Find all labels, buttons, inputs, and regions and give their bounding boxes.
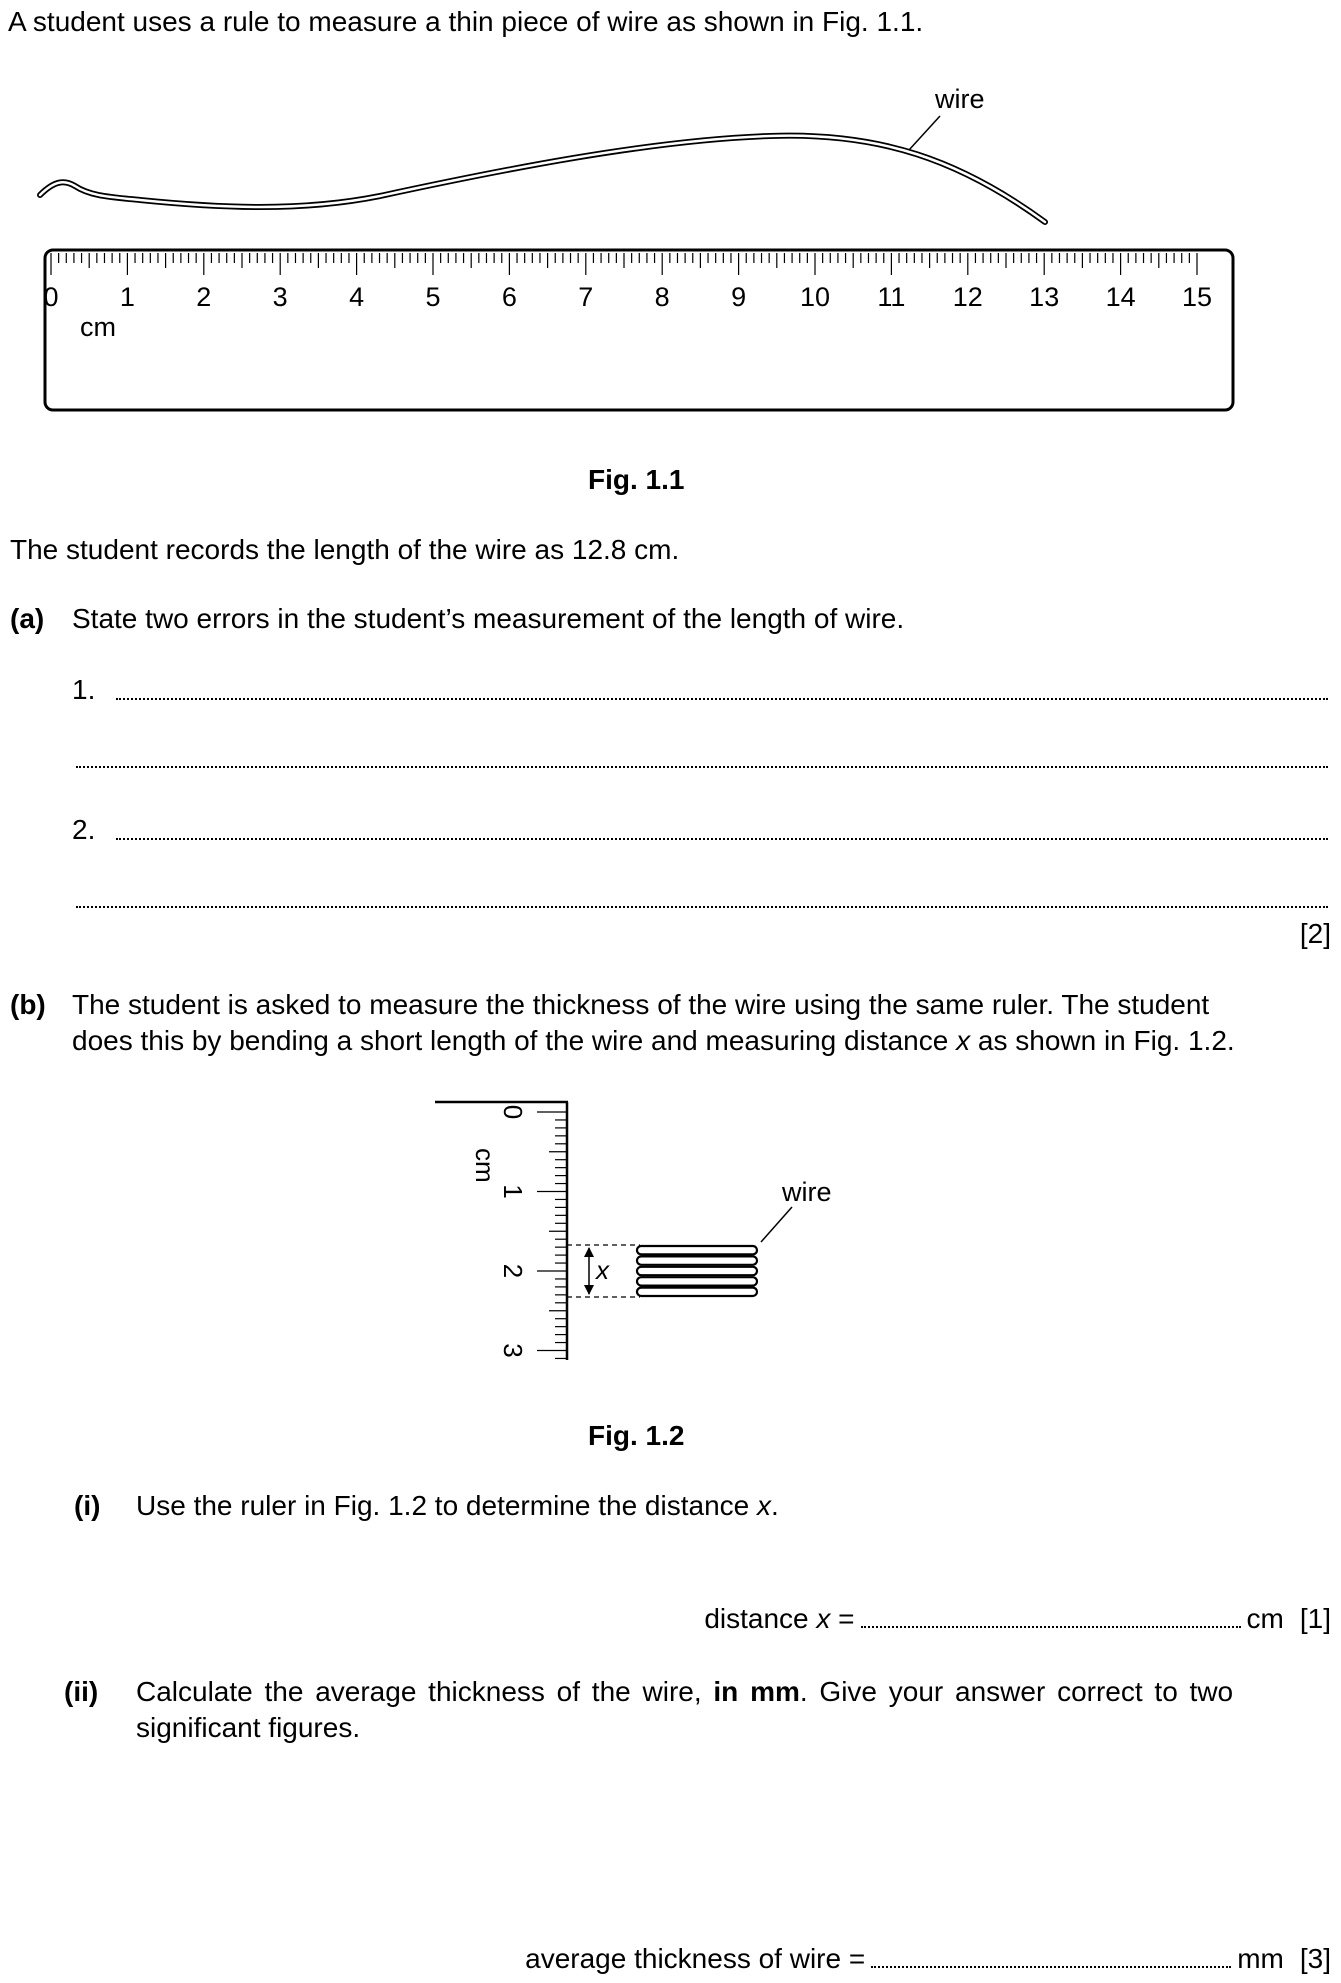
part-i-question	[136, 1488, 779, 1523]
coiled-wire	[637, 1246, 757, 1296]
part-a-label: (a)	[10, 603, 45, 634]
answer-2-number: 2.	[72, 814, 96, 845]
vertical-ruler-numbers	[498, 1105, 528, 1358]
part-b-label: (b)	[10, 989, 46, 1020]
part-b-line-1: The student is asked to measure the thickness of the wire using the same ruler. The student	[72, 989, 1210, 1020]
part-ii-question-line-1	[136, 1674, 1233, 1709]
ruler-number: 13	[1029, 282, 1060, 312]
part-i-label: (i)	[74, 1490, 101, 1521]
part-a-question: State two errors in the student’s measurement of the length of wire.	[72, 603, 905, 634]
wire-turn	[637, 1267, 757, 1275]
wire-turn	[637, 1256, 757, 1264]
ruler-number: 12	[952, 282, 983, 312]
ruler-number: 15	[1181, 282, 1213, 312]
x-label: x	[596, 1255, 609, 1285]
ruler-number: 7	[578, 282, 594, 312]
ruler-number: 11	[877, 282, 906, 312]
fig2-wire-label: wire	[782, 1177, 832, 1207]
vertical-ruler-unit: cm	[470, 1148, 500, 1183]
distance-label: distance x =	[704, 1603, 855, 1634]
ruler-number: 1	[119, 282, 135, 312]
ruler-number: 10	[799, 282, 831, 312]
vertical-ruler-number: 1	[498, 1184, 528, 1199]
ruler-number: 14	[1105, 282, 1136, 312]
part-b-line-2-text: does this by bending a short length of the wire and measuring distance	[72, 1025, 957, 1056]
thickness-answer-field[interactable]	[871, 1966, 1231, 1968]
fig1-wire-label: wire	[935, 84, 985, 114]
vertical-ruler-number: 0	[498, 1104, 528, 1120]
vertical-ruler-number: 3	[498, 1343, 528, 1358]
vertical-ruler-ticks	[537, 1112, 567, 1358]
part-ii-in-mm: in mm	[713, 1676, 800, 1707]
fig2-caption: Fig. 1.2	[588, 1420, 685, 1451]
ruler-number: 4	[349, 282, 365, 312]
answer-1-number: 1.	[72, 674, 96, 705]
wire-turn	[637, 1288, 757, 1296]
record-text: The student records the length of the wire as 12.8 cm.	[10, 534, 680, 565]
wire-turn	[637, 1277, 757, 1285]
part-i-variable-x: x	[757, 1490, 771, 1521]
ruler-number: 6	[501, 282, 517, 312]
wire-turn	[637, 1246, 757, 1254]
part-b-variable-x: x	[956, 1025, 971, 1056]
distance-unit: cm	[1246, 1603, 1284, 1634]
ruler-number: 0	[43, 282, 59, 312]
part-ii-marks: [3]	[1299, 1943, 1331, 1974]
ruler-number: 3	[272, 282, 288, 312]
distance-answer-row	[704, 1603, 1331, 1635]
ruler-number: 8	[654, 282, 670, 312]
intro-text: A student uses a rule to measure a thin piece of wire as shown in Fig. 1.1.	[8, 6, 924, 37]
distance-answer-field[interactable]	[861, 1626, 1241, 1628]
part-ii-question-text: Calculate the average thickness of the wire,	[136, 1676, 714, 1707]
part-i-question-end: .	[771, 1490, 779, 1521]
part-ii-label: (ii)	[64, 1676, 99, 1707]
part-i-marks: [1]	[1299, 1603, 1331, 1634]
thickness-unit: mm	[1237, 1943, 1284, 1974]
part-a-marks: [2]	[1299, 918, 1331, 949]
part-ii-question-line-2: significant figures.	[136, 1712, 361, 1743]
part-b-line-2-end: as shown in Fig. 1.2.	[970, 1025, 1235, 1056]
part-ii-question-end: . Give your answer correct to two	[799, 1676, 1234, 1707]
thickness-answer-row	[525, 1943, 1331, 1975]
ruler-number: 2	[196, 282, 212, 312]
vertical-ruler-number: 2	[498, 1263, 528, 1279]
part-i-question-text: Use the ruler in Fig. 1.2 to determine the distance	[136, 1490, 757, 1521]
ruler-number: 9	[731, 282, 747, 312]
thickness-label: average thickness of wire =	[525, 1943, 866, 1974]
ruler-unit: cm	[80, 312, 116, 342]
ruler-number: 5	[425, 282, 441, 312]
fig1-caption: Fig. 1.1	[588, 464, 685, 495]
